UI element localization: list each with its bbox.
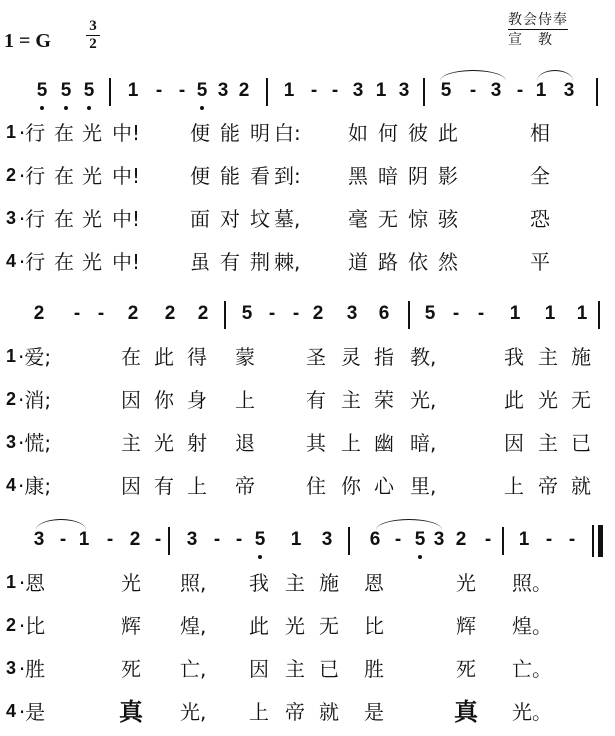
lyric: 已 [319,657,339,681]
credit-line-2: 宣 教 [508,31,553,47]
lyric: 依 [408,250,428,274]
lyric: 光 [538,388,558,412]
lyric: 平 [530,250,550,274]
lyric: 死 [121,657,141,681]
lyric: ·行 [18,121,46,145]
verse-row-2 [0,163,615,193]
verse-number: 1 [6,346,17,366]
dash: - [310,80,318,101]
lyric: 看 [250,164,270,188]
lyric: 光, [410,388,437,412]
verse-row-3 [0,206,615,236]
lyric: 指 [374,345,394,369]
time-numerator: 3 [86,18,100,36]
lyric: 光 [456,571,476,595]
lyric: 何 [378,121,398,145]
barline [109,78,111,106]
note: 3 [186,529,198,550]
note: 2 [33,303,45,324]
note: 3 [490,80,502,101]
note: 1 [535,80,547,101]
lyric: 圣 [306,345,326,369]
note: 3 [433,529,445,550]
lyric: 便 [190,164,210,188]
lyric: 教, [410,345,437,369]
lyric: ·比 [18,614,46,638]
lyric: 中! [112,164,141,188]
note: 1 [290,529,302,550]
lyric: ·胜 [18,657,46,681]
lyric: 胜 [364,657,384,681]
lyric: 射 [187,431,207,455]
lyric: 有 [306,388,326,412]
lyric: 身 [187,388,207,412]
note: 1 [78,529,90,550]
lyric: ·消; [18,388,52,412]
verse-row-2 [0,613,615,643]
final-barline-thin [592,525,594,557]
verse-row-4 [0,699,615,729]
verse-row-3 [0,430,615,460]
lyric: 白: [274,121,301,145]
lyric: 因 [504,431,524,455]
lyric: 阴 [408,164,428,188]
notation-row [0,78,615,106]
lyric: 中! [112,207,141,231]
note: 3 [346,303,358,324]
dash: - [106,529,114,550]
time-denominator: 2 [89,36,97,52]
note: 3 [217,80,229,101]
lyric: 主 [285,657,305,681]
lyric: 比 [364,614,384,638]
dash: - [59,529,67,550]
lyric: 照, [180,571,207,595]
note: 1 [283,80,295,101]
dash: - [268,303,276,324]
lyric: 能 [220,164,240,188]
lyric: 你 [154,388,174,412]
note: 3 [563,80,575,101]
verse-row-1 [0,120,615,150]
lyric: 主 [538,345,558,369]
lyric: 便 [190,121,210,145]
note: 2 [238,80,250,101]
verse-row-2 [0,387,615,417]
lyric: 黑 [348,164,368,188]
lyric: 光 [121,571,141,595]
lyric: 主 [285,571,305,595]
lyric: 蒙 [235,345,255,369]
lyric: 照。 [512,571,552,595]
verse-number: 3 [6,208,17,228]
barline [596,78,598,106]
note: 5 [440,80,452,101]
lyric: 光 [82,121,102,145]
lyric: 无 [319,614,339,638]
lyric: 是 [364,700,384,724]
lyric: 荆 [250,250,270,274]
lyric: ·行 [18,207,46,231]
lyric: 辉 [456,614,476,638]
verse-number: 4 [6,475,17,495]
lyric: 亡, [180,657,207,681]
lyric: 煌。 [512,614,552,638]
lyric: 你 [341,474,361,498]
lyric: 骇 [438,207,458,231]
verse-number: 1 [6,572,17,592]
note: 1 [509,303,521,324]
lyric: 恐 [530,207,550,231]
lyric: 光, [180,700,207,724]
lyric: 亡。 [512,657,552,681]
lyric: 主 [341,388,361,412]
lyric: 退 [235,431,255,455]
lyric: 其 [306,431,326,455]
dash: - [484,529,492,550]
verse-number: 3 [6,432,17,452]
lyric: 光 [82,207,102,231]
lyric: ·恩 [18,571,46,595]
lyric: 因 [121,388,141,412]
time-signature [86,18,100,53]
note: 2 [455,529,467,550]
lyric: 光 [82,250,102,274]
lyric: 因 [121,474,141,498]
lyric: 道 [348,250,368,274]
note: 2 [312,303,324,324]
lyric: 暗 [378,164,398,188]
lyric: 帝 [235,474,255,498]
lyric: 恩 [364,571,384,595]
notation-row [0,527,615,555]
lyric: 施 [571,345,591,369]
lyric: 就 [319,700,339,724]
note: 5 [57,78,75,104]
lyric: 我 [249,571,269,595]
dash: - [477,303,485,324]
note: 1 [518,529,530,550]
dash: - [292,303,300,324]
lyric: 此 [154,345,174,369]
dash: - [545,529,553,550]
lyric: 毫 [348,207,368,231]
barline [348,527,350,555]
lyric: 路 [378,250,398,274]
lyric: 里, [410,474,437,498]
note: 3 [352,80,364,101]
lyric: ·是 [18,700,46,724]
note: 5 [33,78,51,104]
lyric: 彼 [408,121,428,145]
lyric: ·行 [18,164,46,188]
note: 5 [80,78,98,104]
lyric: 面 [190,207,210,231]
lyric: 相 [530,121,550,145]
note: 3 [33,529,45,550]
dash: - [178,80,186,101]
barline [598,301,600,329]
barline [224,301,226,329]
lyric: 如 [348,121,368,145]
verse-number: 1 [6,122,17,142]
lyric: 光 [154,431,174,455]
note: 3 [321,529,333,550]
lyric: 上 [249,700,269,724]
note: 3 [398,80,410,101]
lyric: 因 [249,657,269,681]
lyric: 在 [54,164,74,188]
lyric: 心 [374,474,394,498]
lyric: 此 [438,121,458,145]
lyric: 此 [504,388,524,412]
lyric: 在 [54,121,74,145]
note: 5 [193,78,211,104]
note: 2 [127,303,139,324]
lyric: 无 [378,207,398,231]
final-barline-thick [598,525,603,557]
lyric: 主 [121,431,141,455]
lyric: 在 [54,207,74,231]
verse-number: 2 [6,165,17,185]
barline [408,301,410,329]
lyric: 全 [530,164,550,188]
lyric: 在 [121,345,141,369]
lyric: 然 [438,250,458,274]
lyric: 已 [571,431,591,455]
lyric: 死 [456,657,476,681]
lyric: 棘, [274,250,301,274]
lyric: 暗, [410,431,437,455]
lyric: ·康; [18,474,52,498]
note: 1 [375,80,387,101]
dash: - [154,529,162,550]
lyric: 灵 [341,345,361,369]
note: 2 [197,303,209,324]
lyric: 光 [82,164,102,188]
verse-row-3 [0,656,615,686]
note: 6 [369,529,381,550]
lyric: 能 [220,121,240,145]
note: 6 [378,303,390,324]
lyric: 真 [119,698,143,726]
lyric: 有 [154,474,174,498]
lyric: 中! [112,250,141,274]
dash: - [394,529,402,550]
barline [168,527,170,555]
note: 2 [164,303,176,324]
lyric: 无 [571,388,591,412]
lyric: 上 [341,431,361,455]
dash: - [469,80,477,101]
lyric: 墓, [274,207,301,231]
barline [266,78,268,106]
lyric: ·爱; [18,345,52,369]
dash: - [568,529,576,550]
note: 5 [251,527,269,553]
lyric: 影 [438,164,458,188]
verse-number: 2 [6,615,17,635]
barline [423,78,425,106]
note: 5 [411,527,429,553]
verse-number: 2 [6,389,17,409]
lyric: 辉 [121,614,141,638]
dash: - [155,80,163,101]
dash: - [235,529,243,550]
lyric: 主 [538,431,558,455]
lyric: 光 [285,614,305,638]
lyric: 施 [319,571,339,595]
lyric: 就 [571,474,591,498]
note: 2 [129,529,141,550]
lyric: ·慌; [18,431,52,455]
lyric: ·行 [18,250,46,274]
lyric: 得 [187,345,207,369]
note: 5 [241,303,253,324]
dash: - [331,80,339,101]
credit [508,10,568,49]
lyric: 对 [220,207,240,231]
lyric: 帝 [285,700,305,724]
lyric: 此 [249,614,269,638]
lyric: 在 [54,250,74,274]
lyric: 帝 [538,474,558,498]
notation-row [0,301,615,329]
lyric: 到: [274,164,301,188]
note: 1 [576,303,588,324]
note: 1 [544,303,556,324]
lyric: 明 [250,121,270,145]
dash: - [516,80,524,101]
dash: - [97,303,105,324]
verse-row-1 [0,570,615,600]
note: 5 [424,303,436,324]
credit-line-1: 教会侍奉 [508,10,568,30]
lyric: 有 [220,250,240,274]
lyric: 虽 [190,250,210,274]
verse-row-1 [0,344,615,374]
lyric: 真 [454,698,478,726]
lyric: 我 [504,345,524,369]
lyric: 幽 [374,431,394,455]
key-signature: 1 = G [4,30,51,52]
lyric: 光。 [512,700,552,724]
verse-number: 4 [6,701,17,721]
lyric: 煌, [180,614,207,638]
verse-number: 3 [6,658,17,678]
lyric: 上 [235,388,255,412]
lyric: 住 [306,474,326,498]
dash: - [452,303,460,324]
lyric: 上 [187,474,207,498]
note: 1 [127,80,139,101]
lyric: 坟 [250,207,270,231]
lyric: 中! [112,121,141,145]
barline [502,527,504,555]
verse-number: 4 [6,251,17,271]
lyric: 荣 [374,388,394,412]
verse-row-4 [0,473,615,503]
verse-row-4 [0,249,615,279]
dash: - [73,303,81,324]
lyric: 惊 [408,207,428,231]
lyric: 上 [504,474,524,498]
dash: - [213,529,221,550]
